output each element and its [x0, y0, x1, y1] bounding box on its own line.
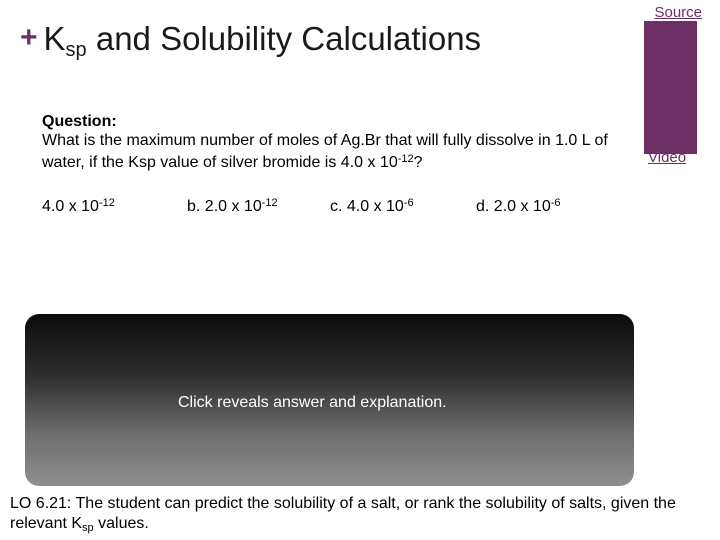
question-exponent: -12	[397, 153, 414, 165]
choice-c-exponent: -6	[403, 197, 414, 209]
learning-objective	[10, 494, 710, 538]
choice-d-exponent: -6	[550, 197, 561, 209]
choice-a-exponent: -12	[98, 197, 115, 209]
choice-c[interactable]	[330, 197, 414, 216]
video-link[interactable]: Video	[648, 149, 687, 166]
title-subscript: sp	[65, 39, 87, 61]
choice-a[interactable]	[42, 197, 115, 216]
source-link[interactable]: Source	[654, 4, 702, 21]
choice-c-base: c. 4.0 x 10	[330, 198, 404, 215]
question-text-body: What is the maximum number of moles of Ag.Br that will fully dissolve in 1.0 L of water, if the Ksp value of silver bromide is 4.0 x 10	[42, 132, 608, 171]
learning-objective-subscript: sp	[82, 522, 94, 534]
question-label: Question:	[42, 113, 117, 130]
plus-icon: +	[20, 21, 38, 54]
question-text-end: ?	[413, 154, 423, 171]
learning-objective-end: values.	[93, 515, 149, 532]
question-text	[42, 131, 632, 172]
choice-d-base: d. 2.0 x 10	[476, 198, 551, 215]
choice-b[interactable]	[187, 197, 278, 216]
title-k: K	[43, 20, 66, 57]
choice-a-base: 4.0 x 10	[42, 198, 99, 215]
page-title	[20, 20, 481, 62]
reveal-answer-label: Click reveals answer and explanation.	[178, 394, 447, 411]
title-rest: and Solubility Calculations	[86, 20, 482, 57]
choice-d[interactable]	[476, 197, 561, 216]
learning-objective-text: LO 6.21: The student can predict the solubility of a salt, or rank the solubility of salts, given the relevant K	[10, 495, 676, 532]
choice-b-exponent: -12	[261, 197, 278, 209]
accent-sidebar-bar	[644, 21, 697, 154]
reveal-answer-button[interactable]	[25, 314, 634, 486]
choice-b-base: b. 2.0 x 10	[187, 198, 262, 215]
question-block	[42, 112, 632, 172]
